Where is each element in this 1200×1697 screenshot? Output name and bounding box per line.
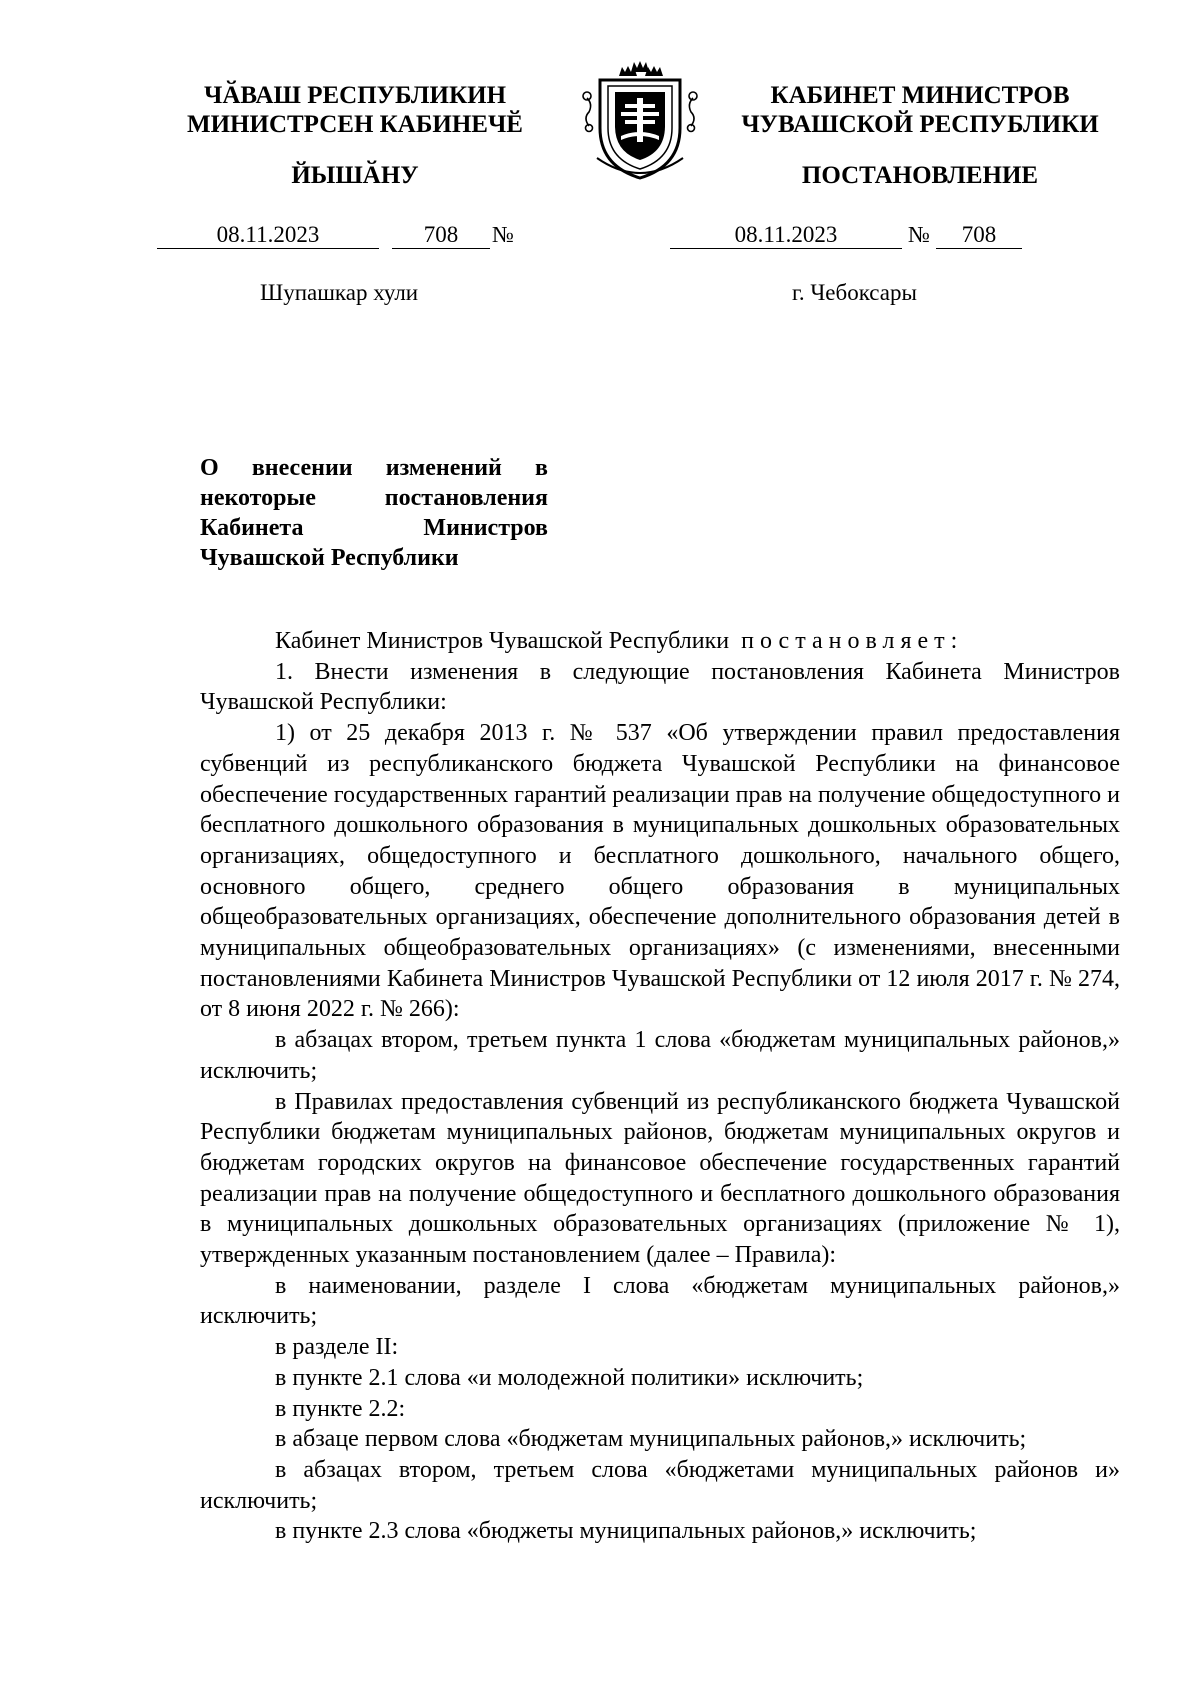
- body-paragraph: в абзацах втором, третьем пункта 1 слова «бюджетам муниципальных районов,» исключить;: [200, 1027, 1120, 1084]
- body-paragraph: в абзаце первом слова «бюджетам муниципальных районов,» исключить;: [275, 1426, 1027, 1453]
- body-paragraph: в абзацах втором, третьем слова «бюджетами муниципальных районов и» исключить;: [200, 1456, 1120, 1514]
- right-date-field: [670, 222, 902, 249]
- header-right: [720, 81, 1120, 139]
- intro-spaced: постановляет:: [741, 628, 964, 654]
- intro-paragraph: [200, 626, 1120, 657]
- body-paragraph: в разделе II:: [275, 1334, 399, 1361]
- right-date: 08.11.2023: [734, 222, 838, 247]
- chuvash-coat-of-arms-icon: [575, 58, 705, 182]
- intro-lead: Кабинет Министров Чувашской Республики: [275, 628, 730, 654]
- left-place: Шупашкар хули: [260, 280, 419, 305]
- document-title: О внесении изменений в некоторые постановления Кабинета Министров Чувашской Республики: [200, 455, 548, 571]
- right-number-sign: №: [908, 222, 930, 247]
- body-paragraph: в наименовании, разделе I слова «бюджетам муниципальных районов,» исключить;: [200, 1272, 1120, 1330]
- body-paragraph: 1) от 25 декабря 2013 г. № 537 «Об утверждении правил предоставления субвенций из республиканского бюджета Чувашской Республики на финансовое обеспечение государственных гарантий реализации прав на получение общедоступного и бесплатного дошкольного образования в муниципальных дошкольных образовательных организациях, общедоступного и бесплатного дошкольного, начального общего, основного общего, среднего общего образования в муниципальных общеобразовательных организациях, обеспечение дополнительного образования детей в муниципальных общеобразовательных организациях» (с изменениями, внесенными постановлениями Кабинета Министров Чувашской Республики от 12 июля 2017 г. № 274, от 8 июня 2022 г. № 266):: [200, 720, 1120, 1023]
- left-date: 08.11.2023: [216, 222, 320, 247]
- left-number-field: [392, 222, 490, 249]
- body-paragraph: в пункте 2.2:: [275, 1395, 406, 1422]
- document-body: [200, 626, 1120, 1547]
- header-left-subtitle: ЙЫШӐНУ: [291, 162, 419, 189]
- header-right-line2: ЧУВАШСКОЙ РЕСПУБЛИКИ: [741, 111, 1099, 138]
- body-paragraph: 1. Внести изменения в следующие постановления Кабинета Министров Чувашской Республики:: [200, 658, 1120, 716]
- right-number-field: [936, 222, 1022, 249]
- header-right-line1: КАБИНЕТ МИНИСТРОВ: [770, 82, 1070, 109]
- header-right-subtitle: ПОСТАНОВЛЕНИЕ: [801, 162, 1039, 189]
- left-number: 708: [423, 222, 459, 247]
- header-left-line1: ЧӐВАШ РЕСПУБЛИКИН: [203, 82, 507, 109]
- left-number-sign: №: [492, 222, 514, 247]
- body-paragraph: в пункте 2.3 слова «бюджеты муниципальных районов,» исключить;: [275, 1518, 977, 1545]
- header-left: [150, 81, 560, 139]
- body-paragraph: в Правилах предоставления субвенций из республиканского бюджета Чувашской Республики бюджетам муниципальных районов, бюджетам муниципальных округов и бюджетам городских округов на финансовое обеспечение государственных гарантий реализации прав на получение общедоступного и бесплатного дошкольного образования в муниципальных дошкольных образовательных организациях (приложение № 1), утвержденных указанным постановлением (далее – Правила):: [200, 1088, 1120, 1269]
- right-number: 708: [961, 222, 997, 247]
- right-place: г. Чебоксары: [792, 280, 917, 305]
- header-left-line2: МИНИСТРСЕН КАБИНЕЧӖ: [187, 111, 523, 138]
- left-date-field: [157, 222, 379, 249]
- body-paragraph: в пункте 2.1 слова «и молодежной политики» исключить;: [275, 1364, 864, 1391]
